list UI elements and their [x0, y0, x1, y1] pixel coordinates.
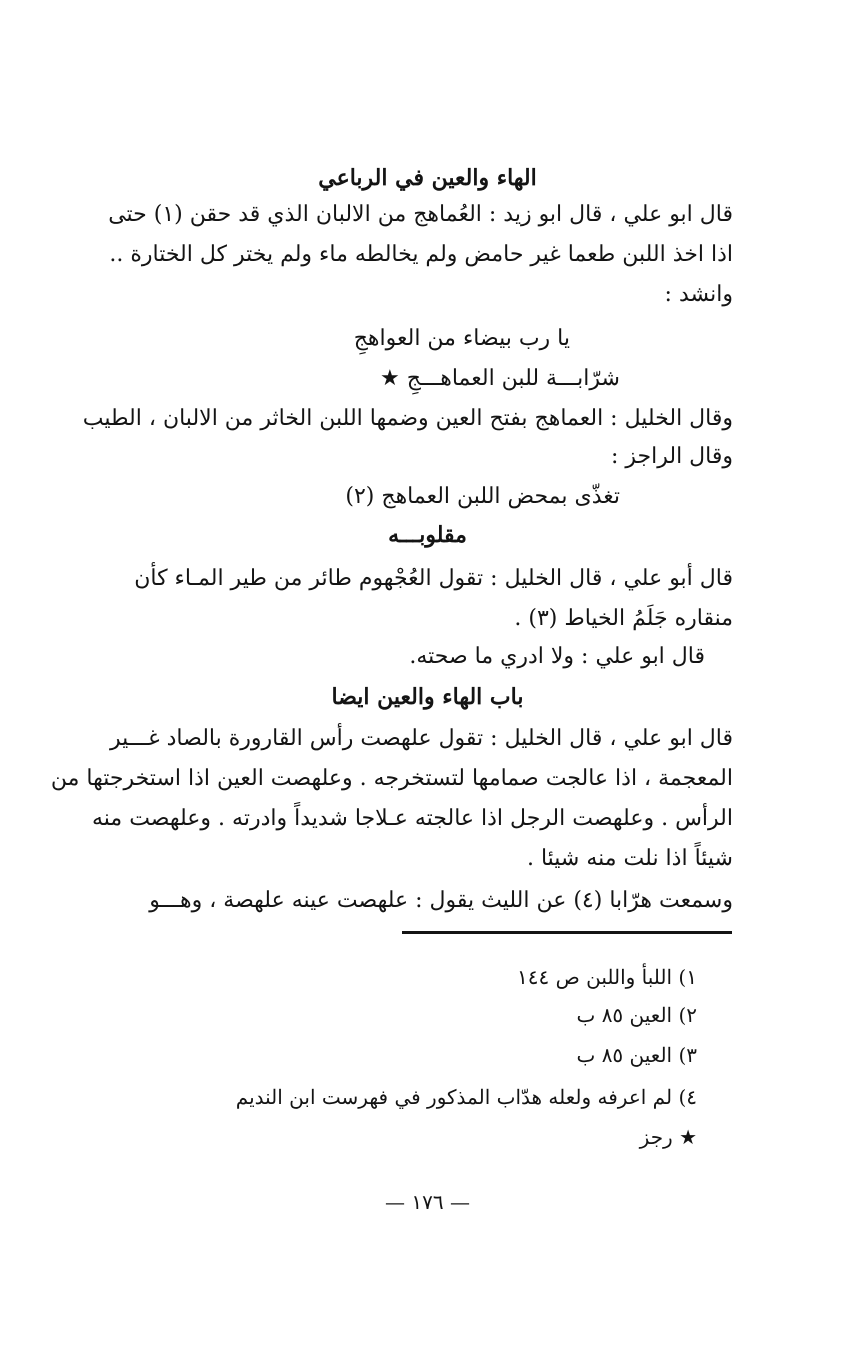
- paragraph-line: قال ابو علي ، قال ابو زيد : العُماهج من الالبان الذي قد حقن (١) حتى: [108, 202, 733, 227]
- footnote-item: ★ رجز: [639, 1125, 697, 1149]
- verse-line: شرّابـــة للبن العماهـــجِ ★: [379, 366, 620, 391]
- paragraph-line: منقاره جَلَمُ الخياط (٣) .: [514, 606, 733, 631]
- section-heading-quadriliteral: الهاء والعين في الرباعي: [318, 165, 537, 191]
- paragraph-line: شيئاً اذا نلت منه شيئا .: [526, 846, 733, 871]
- section-heading-chapter: باب الهاء والعين ايضا: [331, 684, 524, 710]
- footnote-item: ٤) لم اعرفه ولعله هدّاب المذكور في فهرست ابن النديم: [235, 1085, 697, 1109]
- verse-line: تغذّى بمحض اللبن العماهج (٢): [345, 484, 620, 509]
- footnote-item: ١) اللبأ واللبن ص ١٤٤: [517, 965, 697, 989]
- footnote-divider: [402, 931, 732, 934]
- paragraph-line: قال أبو علي ، قال الخليل : تقول العُجْهوم طائر من طير المـاء كأن: [134, 566, 733, 591]
- paragraph-line: اذا اخذ اللبن طعما غير حامض ولم يخالطه ماء ولم يختر كل الختارة ..: [109, 242, 733, 267]
- page-number: — ١٧٦ —: [385, 1190, 470, 1214]
- paragraph-line: قال ابو علي : ولا ادري ما صحته.: [409, 644, 705, 669]
- paragraph-line: الرأس . وعلهصت الرجل اذا عالجته عـلاجا شديداً وادرته . وعلهصت منه: [91, 806, 733, 831]
- paragraph-line: وقال الخليل : العماهج بفتح العين وضمها اللبن الخاثر من الالبان ، الطيب: [82, 406, 733, 431]
- section-heading-inversion: مقلوبـــه: [388, 522, 467, 548]
- footnote-item: ٢) العين ٨٥ ب: [576, 1003, 697, 1027]
- paragraph-line: وقال الراجز :: [610, 444, 733, 469]
- verse-line: يا رب بيضاء من العواهجِ: [353, 326, 570, 351]
- paragraph-line: وانشد :: [664, 282, 733, 307]
- paragraph-line: وسمعت هرّابا (٤) عن الليث يقول : علهصت عينه علهصة ، وهـــو: [149, 888, 733, 913]
- paragraph-line: قال ابو علي ، قال الخليل : تقول علهصت رأس القارورة بالصاد غـــير: [110, 726, 733, 751]
- footnote-item: ٣) العين ٨٥ ب: [576, 1043, 697, 1067]
- paragraph-line: المعجمة ، اذا عالجت صمامها لتستخرجه . وعلهصت العين اذا استخرجتها من: [50, 766, 733, 791]
